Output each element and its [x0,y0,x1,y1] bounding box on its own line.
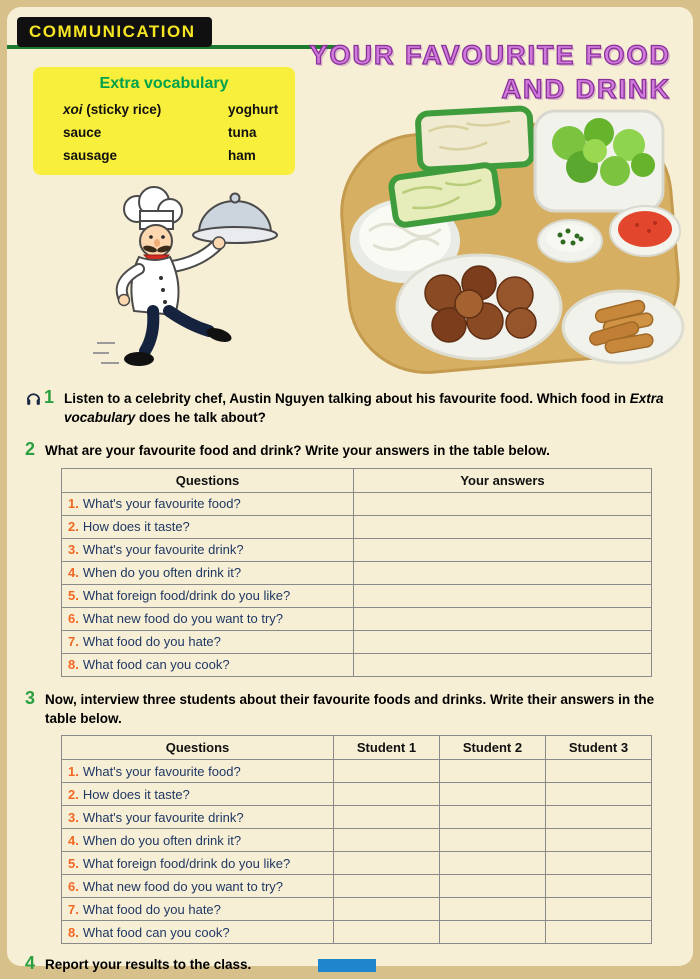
vocab-item: xoi (sticky rice) [63,102,162,117]
table-row [62,806,652,829]
student3-answer-cell [546,760,652,783]
exercise-2 [25,440,677,461]
question-cell [62,852,334,875]
question-number: 8. [68,657,79,673]
table-row [62,607,652,630]
student2-answer-cell [440,898,546,921]
student1-column-header: Student 1 [334,736,440,760]
student1-answer-cell [334,783,440,806]
question-text: What foreign food/drink do you like? [82,855,291,871]
exercise-1-instruction: Listen to a celebrity chef, Austin Nguyen talking about his favourite food. Which food in Extra vocabulary does he talk about? [64,391,664,425]
answer-cell [354,630,652,653]
vocab-item: sauce [63,125,102,140]
exercise-3-instruction: Now, interview three students about their favourite foods and drinks. Write their answers in the table below. [45,691,655,726]
vocab-title: Extra vocabulary [99,75,229,92]
question-number: 2. [68,519,79,535]
food-platter-photo [327,99,693,387]
exercises-section [25,388,677,979]
your-answers-table [61,468,652,677]
student1-answer-cell [334,898,440,921]
student2-column-header: Student 2 [440,736,546,760]
student1-answer-cell [334,921,440,944]
answer-cell [354,584,652,607]
student3-answer-cell [546,898,652,921]
question-cell [62,875,334,898]
question-text: What's your favourite drink? [82,809,244,825]
student3-answer-cell [546,829,652,852]
table-row [62,829,652,852]
exercise-4-instruction: Report your results to the class. [45,957,252,973]
table-header-row [62,736,652,760]
question-text: What foreign food/drink do you like? [82,588,291,604]
question-cell [62,921,334,944]
textbook-page [7,7,693,974]
question-text: What's your favourite food? [82,763,241,779]
students-interview-table [61,735,652,944]
question-text: When do you often drink it? [82,565,242,581]
question-number: 7. [68,901,79,917]
section-header [17,17,212,47]
student2-answer-cell [440,806,546,829]
student2-answer-cell [440,921,546,944]
table-row [62,561,652,584]
page-title [309,39,671,107]
headphones-icon [25,390,42,407]
question-text: What food can you cook? [82,657,230,673]
question-number: 5. [68,855,79,871]
exercise-3 [25,689,677,729]
student2-answer-cell [440,783,546,806]
question-number: 4. [68,832,79,848]
student1-answer-cell [334,829,440,852]
table-row [62,584,652,607]
vocab-list [33,102,295,163]
table-row [62,653,652,676]
exercise-2-number: 2 [25,438,36,459]
your-answers-column-header: Your answers [354,468,652,492]
student3-answer-cell [546,875,652,898]
student2-answer-cell [440,829,546,852]
question-text: What food do you hate? [82,634,221,650]
table-row [62,630,652,653]
question-number: 1. [68,496,79,512]
question-text: How does it taste? [82,786,190,802]
questions-column-header: Questions [62,736,334,760]
student1-answer-cell [334,852,440,875]
student2-answer-cell [440,760,546,783]
extra-vocabulary-box [33,67,295,175]
question-cell [62,561,354,584]
question-cell [62,653,354,676]
question-number: 4. [68,565,79,581]
exercise-3-number: 3 [25,687,36,708]
question-cell [62,898,334,921]
table-row [62,492,652,515]
question-number: 2. [68,786,79,802]
question-text: What new food do you want to try? [82,611,284,627]
student3-answer-cell [546,806,652,829]
question-number: 8. [68,924,79,940]
table-row [62,921,652,944]
question-text: When do you often drink it? [82,832,242,848]
student2-answer-cell [440,875,546,898]
page-number-tab [318,959,376,972]
question-text: What food can you cook? [82,924,230,940]
vocab-item: tuna [228,125,257,140]
question-cell [62,607,354,630]
exercise-4-number: 4 [25,953,36,974]
question-cell [62,515,354,538]
answer-cell [354,607,652,630]
table-row [62,538,652,561]
table-row [62,875,652,898]
question-cell [62,538,354,561]
table-header-row [62,468,652,492]
exercise-2-instruction: What are your favourite food and drink? Write your answers in the table below. [45,442,550,458]
student2-answer-cell [440,852,546,875]
table-row [62,760,652,783]
chef-illustration [53,183,291,383]
question-number: 6. [68,878,79,894]
question-text: What's your favourite drink? [82,542,244,558]
vocab-item: yoghurt [228,102,279,117]
section-label: COMMUNICATION [29,22,196,41]
question-text: What's your favourite food? [82,496,241,512]
question-number: 7. [68,634,79,650]
question-cell [62,806,334,829]
table-row [62,852,652,875]
student1-answer-cell [334,875,440,898]
questions-column-header: Questions [62,468,354,492]
student3-answer-cell [546,852,652,875]
student1-answer-cell [334,760,440,783]
table-row [62,783,652,806]
table-row [62,898,652,921]
student1-answer-cell [334,806,440,829]
answer-cell [354,653,652,676]
question-cell [62,584,354,607]
vocab-item: ham [228,148,256,163]
question-number: 1. [68,763,79,779]
page-title-line2: AND DRINK [501,73,671,104]
answer-cell [354,538,652,561]
question-cell [62,829,334,852]
question-cell [62,760,334,783]
answer-cell [354,561,652,584]
question-text: What new food do you want to try? [82,878,284,894]
question-number: 3. [68,542,79,558]
exercise-1-number: 1 [44,387,55,407]
page-title-line1: YOUR FAVOURITE FOOD [309,40,671,70]
question-cell [62,492,354,515]
question-number: 5. [68,588,79,604]
answer-cell [354,515,652,538]
student3-answer-cell [546,921,652,944]
question-number: 3. [68,809,79,825]
question-cell [62,783,334,806]
question-text: How does it taste? [82,519,190,535]
vocab-item: sausage [63,148,118,163]
question-text: What food do you hate? [82,901,221,917]
question-number: 6. [68,611,79,627]
student3-column-header: Student 3 [546,736,652,760]
student3-answer-cell [546,783,652,806]
answer-cell [354,492,652,515]
exercise-1 [25,388,677,428]
question-cell [62,630,354,653]
table-row [62,515,652,538]
